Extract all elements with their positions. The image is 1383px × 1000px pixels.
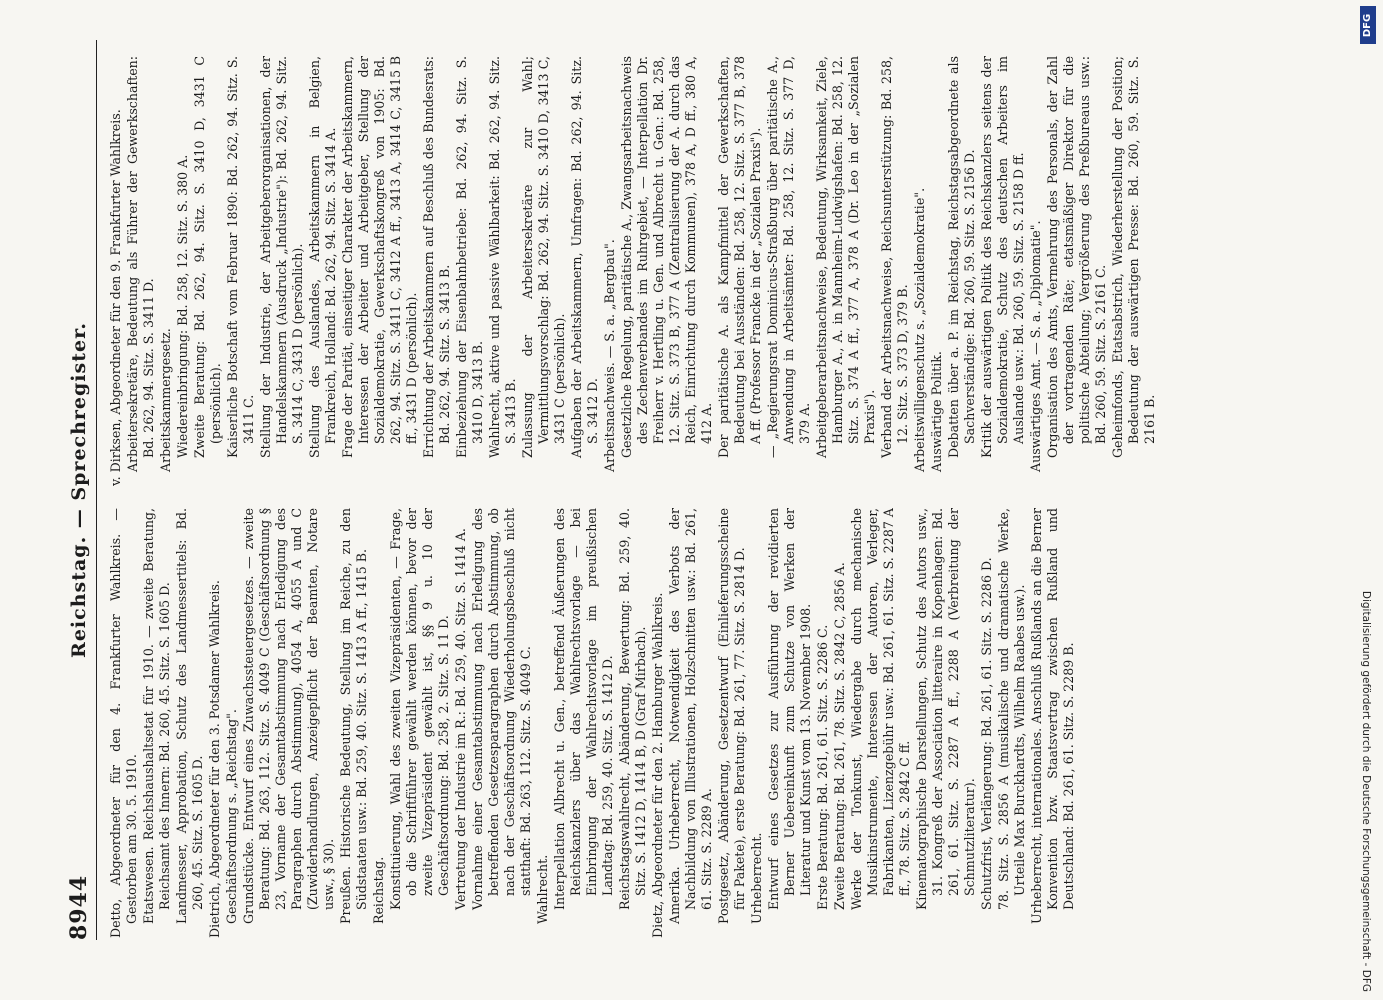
entry-kaiserliche-botschaft: Kaiserliche Botschaft vom Februar 1890: Bd. 262, 94. Sitz. S. 3411 C. [225,56,256,458]
entry-grundstuecke: Grundstücke. Entwurf eines Zuwachssteuergesetzes. — zweite Beratung: Bd. 263, 112. Sitz. S. 4049 C (Geschäftsordnung § 23, Vorname der Gesamtabstimmung nach Erledigung des Paragraphen durch Abstimmung), 4054 A, 4055 A und C (Zuwiderhandlungen, Anzeigepflicht der Beamten, Notare usw., § 30). [241,508,336,924]
entry-geschaeftsordnung: Geschäftsordnung s. „Reichstag". [224,709,239,924]
entry-dietrich: Dietrich, Abgeordneter für den 3. Potsdamer Wahlkreis. [207,580,222,938]
page-header [60,40,97,940]
entry-verband: Verband der Arbeitsnachweise, Reichsunterstützung: Bd. 258, 12. Sitz. S. 373 D, 379 B. [879,56,910,458]
entry-zweite-beratung-ak: Zweite Beratung: Bd. 262, 94. Sitz. S. 3410 D, 3431 C (persönlich). [192,56,223,458]
entry-vertretung-industrie: Vertretung der Industrie im R.: Bd. 259, 40. Sitz. S. 1414 A. [453,528,468,910]
page-number: 8944 [66,874,92,940]
left-column [108,508,1323,938]
entry-wahlrecht: Wahlrecht. [535,854,550,924]
entry-dominicus: — „Regierungsrat Dominicus-Straßburg über paritätische A., Anwendung in Arbeitsämter: Bd. 258, 12. Sitz. S. 377 D, 379 A. [765,56,812,458]
running-head: Reichstag. — Sprechregister. [68,322,90,658]
dfg-logo-text: DFG [1362,13,1374,37]
entry-stellung-industrie: Stellung der Industrie, der Arbeitgeberorganisationen, der Handelskammern (Ausdruck „Industrie"): Bd. 262, 94. Sitz. S. 3414 C, 3431 D (persönlich). [258,56,305,458]
entry-stellung-auslandes: Stellung des Auslandes, Arbeitskammern in Belgien, Frankreich, Holland: Bd. 262, 94. Sitz. S. 3414 A. [307,56,338,458]
entry-etatswesen: Etatswesen. Reichshaushaltsetat für 1910. — zweite Beratung, Reichsamt des Innern: Bd. 260, 45. Sitz. S. 1605 D. [141,508,172,924]
entry-arbeitgebernachweise: Arbeitgeberarbeitsnachweise, Bedeutung, Wirksamkeit, Ziele, Hamburger A., A. in Mannheim-Ludwigshafen: Bd. 258, 12. Sitz. S. 374 A ff., 377 A, 378 A (Dr. Leo in der „Sozialen Praxis"). [814,56,877,458]
entry-arbeitskammergesetz: Arbeitskammergesetz. [158,328,173,472]
entry-schutzfrist-78: 78. Sitz. S. 2856 A (musikalische und dramatische Werke, Urteile Max Burckhardts, Wilhelm Raabes usw.). [996,508,1027,910]
entry-gesamtabstimmung: Vornahme einer Gesamtabstimmung nach Erledigung des betreffenden Gesetzesparagraphen durch Abstimmung, ob nach der Geschäftsordnung Wiederholungsbeschluß nicht statthaft: Bd. 263, 112. Sitz. S. 4049 C. [470,508,533,910]
entry-werke-tonkunst: Werke der Tonkunst, Wiedergabe durch mechanische Musikinstrumente, Interessen der Autoren, Verleger, Fabrikanten, Lizenzgebühr usw.: Bd. 261, 61. Sitz. S. 2287 A ff., 78. Sitz. S. 2842 C ff. [849,508,912,910]
entry-auswaertige-politik: Auswärtige Politik. [929,351,944,472]
entry-kampfmittel: Der paritätische A. als Kampfmittel der Gewerkschaften, Bedeutung bei Ausständen: Bd. 258, 12. Sitz. S. 377 B, 378 A ff. (Professor Francke in der „Sozialen Praxis"). [716,56,763,458]
entry-errichtung: Errichtung der Arbeitskammern auf Beschluß des Bundesrats: Bd. 262, 94. Sitz. S. 3413 B. [421,56,452,458]
entry-zulassung: Zulassung der Arbeitersekretäre zur Wahl; Vermittlungsvorschlag: Bd. 262, 94. Sitz. S. 3410 D, 3413 C, 3431 C (persönlich). [520,56,567,458]
entry-debatten: Debatten über a. P. im Reichstag, Reichstagsabgeordnete als Sachverständige: Bd. 260, 59. Sitz. S. 2156 D. [946,56,977,458]
dfg-credit-text: Digitalisierung gefördert durch die Deutsche Forschungsgemeinschaft - DFG [1360,590,1372,992]
entry-erste-beratung: Erste Beratung: Bd. 261, 61. Sitz. S. 2286 C. [815,624,830,910]
entry-paritaet: Frage der Parität, einseitiger Charakter der Arbeitskammern, Interessen der Arbeiter und Arbeitgeber, Stellung der Sozialdemokratie, Gewerkschaftskongreß von 1905: Bd. 262, 94. Sitz. S. 3411 C, 3412 A ff., 3413 A, 3414 C, 3415 B ff., 3431 D (persönlich). [340,56,419,458]
entry-berner-uebereinkunft: Entwurf eines Gesetzes zur Ausführung der revidierten Berner Uebereinkunft zum Schutze von Werken der Literatur und Kunst vom 13. November 1908. [766,508,813,910]
entry-wahlrecht-aktiv: Wahlrecht, aktive und passive Wählbarkeit: Bd. 262, 94. Sitz. S. 3413 B. [487,56,518,458]
entry-eisenbahnbetriebe: Einbeziehung der Eisenbahnbetriebe: Bd. 262, 94. Sitz. S. 3410 D, 3413 B. [454,56,485,458]
entry-aufgaben: Aufgaben der Arbeitskammern, Umfragen: Bd. 262, 94. Sitz. S. 3412 D. [569,56,600,458]
entry-zweite-beratung: Zweite Beratung: Bd. 261, 78. Sitz. S. 2842 C, 2856 A. [832,562,847,910]
entry-urheberrecht: Urheberrecht. [749,832,764,924]
dfg-logo [1360,6,1376,44]
entry-postgesetz: Postgesetz, Abänderung, Gesetzentwurf (Einlieferungsscheine für Pakete), erste Beratung: Bd. 261, 77. Sitz. S. 2814 D. [716,508,747,924]
entry-kritik: Kritik der auswärtigen Politik des Reichskanzlers seitens der Sozialdemokratie, Schutz des deutschen Arbeiters im Auslande usw.: Bd. 260, 59. Sitz. S. 2158 D ff. [979,56,1026,458]
entry-amerika: Amerika. Urheberrecht, Notwendigkeit des Verbots der Nachbildung von Illustrationen, Holzschnitten usw.: Bd. 261, 61. Sitz. S. 2289 A. [667,508,714,924]
entry-kinematographisch: Kinematographische Darstellungen, Schutz des Autors usw., 31. Kongreß der Association litteraire in Kopenhagen: Bd. 261, 61. Sitz. S. 2287 A ff., 2288 A (Verbreitung der Schmutzliteratur). [914,508,977,910]
entry-detto: Detto, Abgeordneter für den 4. Frankfurter Wahlkreis. — Gestorben am 30. 5. 1910. [108,508,139,938]
entry-auswaertiges-amt: Auswärtiges Amt. — S. a. „Diplomatie". [1028,220,1043,472]
entry-landmesser: Landmesser, Approbation, Schutz des Landmessertitels: Bd. 260, 45. Sitz. S. 1605 D. [174,508,205,924]
right-column [108,56,1323,486]
entry-reichstag: Reichstag. [371,856,386,924]
entry-dietz: Dietz, Abgeordneter für den 2. Hamburger Wahlkreis. [650,592,665,938]
entry-arbeitersekretaere: Arbeitersekretäre, Bedeutung als Führer der Gewerkschaften: Bd. 262, 94. Sitz. S. 3411 D. [125,56,156,472]
entry-schutzfrist: Schutzfrist, Verlängerung: Bd. 261, 61. Sitz. S. 2286 D. [979,557,994,910]
entry-reichstagswahlrecht: Reichstagswahlrecht, Abänderung, Bewertung: Bd. 259, 40. Sitz. S. 1412 D, 1414 B, D (Graf Mirbach). [617,508,648,910]
entry-arbeitsnachweis: Arbeitsnachweis. — S. a. „Bergbau". [602,239,617,472]
entry-organisation: Organisation des Amts, Vermehrung des Personals, der Zahl der vortragenden Räte; etatsmäßiger Direktor für die politische Abteilung; Vergrößerung des Preßbureaus usw.: Bd. 260, 59. Sitz. S. 2161 C. [1045,56,1108,458]
entry-gesetzliche-regelung: Gesetzliche Regelung, paritätische A., Zwangsarbeitsnachweis des Zechenverbandes im Ruhrgebiet, — Interpellation Dr. Freiherr v. Hertling u. Gen. und Albrecht u. Gen.: Bd. 258, 12. Sitz. S. 373 B, 377 A (Zentralisierung der A. durch das Reich, Einrichtung durch Kommunen), 378 A, D ff., 380 A, 412 A. [619,56,714,458]
entry-interpellation-albrecht: Interpellation Albrecht u. Gen., betreffend Äußerungen des Reichskanzlers über das Wahlrechtsvorlage — bei Einbringung der Wahlrechtsvorlage im preußischen Landtag: Bd. 259, 40. Sitz. S. 1412 D. [552,508,615,910]
entry-wiedereinbringung: Wiedereinbringung: Bd. 258, 12. Sitz. S. 380 A. [175,154,190,458]
entry-preussen: Preußen. Historische Bedeutung, Stellung im Reiche, zu den Südstaaten usw.: Bd. 259, 40. Sitz. S. 1413 A ff., 1415 B. [338,508,369,924]
entry-konstituierung: Konstituierung, Wahl des zweiten Vizepräsidenten, — Frage, ob die Schriftführer gewählt werden können, bevor der zweite Vizepräsident gewählt ist, §§ 9 u. 10 der Geschäftsordnung: Bd. 258, 2. Sitz. S. 11 D. [388,508,451,910]
entry-dirksen: v. Dirksen, Abgeordneter für den 9. Frankfurter Wahlkreis. [108,109,123,486]
entry-arbeitswilligenschutz: Arbeitswilligenschutz s. „Sozialdemokratie". [912,187,927,472]
dfg-credit [1357,8,1375,992]
entry-urheberrecht-international: Urheberrecht, internationales. Anschluß Rußlands an die Berner Konvention bzw. Staatsvertrag zwischen Rußland und Deutschland: Bd. 261, 61. Sitz. S. 2289 B. [1029,508,1076,924]
entry-geheimfonds: Geheimfonds, Etatsabstrich, Wiederherstellung der Position; Bedeutung der auswärtigen Presse: Bd. 260, 59. Sitz. S. 2161 B. [1110,56,1157,458]
